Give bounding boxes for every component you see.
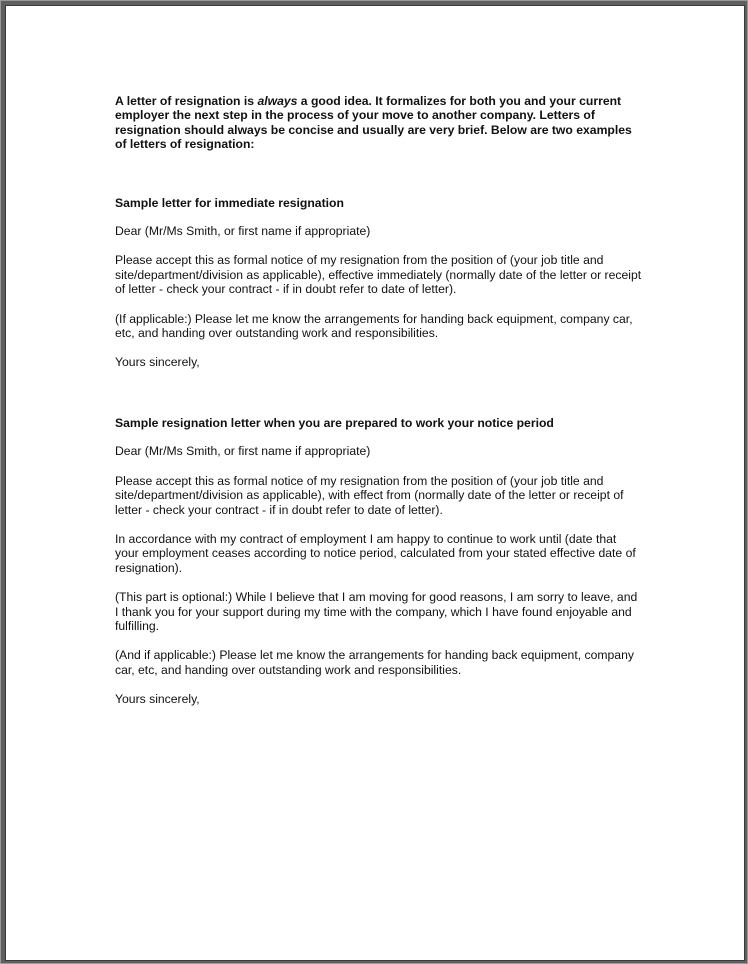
intro-text-before: A letter of resignation is (115, 94, 258, 108)
letter-paragraph: Please accept this as formal notice of my resignation from the position of (your job title and site/department/division as applicable), with effect from (normally date of the letter or receipt of letter - check your contract - if in doubt refer to date of letter). (115, 473, 624, 517)
letter-immediate-resignation (115, 196, 643, 370)
letter-paragraph: (This part is optional:) While I believe that I am moving for good reasons, I am sorry to leave, and I thank you for your support during my time with the company, which I have found enjoyable and fulfilling. (115, 590, 638, 633)
letter-heading: Sample letter for immediate resignation (115, 195, 344, 210)
intro-emphasis: always (257, 94, 298, 108)
intro-text-after: a good idea. It formalizes for both you and your current employer the next step in the process of your move to another company. Letters of resignation should always be concise and usually are very brief. Below are two examples of letters of resignation: (115, 94, 632, 152)
letter-paragraph: Please accept this as formal notice of my resignation from the position of (your job title and site/department/division as applicable), effective immediately (normally date of the letter or receipt of letter - check your contract - if in doubt refer to date of letter). (115, 253, 642, 297)
letter-paragraph: In accordance with my contract of employment I am happy to continue to work until (date that your employment ceases according to notice period, calculated from your stated effective date of resignation). (115, 531, 636, 575)
intro-paragraph (115, 94, 643, 152)
letter-paragraph: (If applicable:) Please let me know the arrangements for handing back equipment, company car, etc, and handing over outstanding work and responsibilities. (115, 311, 633, 341)
letter-paragraph: (And if applicable:) Please let me know the arrangements for handing back equipment, company car, etc, and handing over outstanding work and responsibilities. (115, 648, 634, 677)
letter-closing: Yours sincerely, (115, 355, 200, 370)
document-page (5, 5, 745, 961)
letter-closing: Yours sincerely, (115, 692, 200, 707)
letter-notice-period-resignation (115, 416, 643, 707)
letter-greeting: Dear (Mr/Ms Smith, or first name if appropriate) (115, 444, 371, 459)
letter-greeting: Dear (Mr/Ms Smith, or first name if appropriate) (115, 224, 371, 239)
document-content (115, 94, 643, 707)
letter-heading: Sample resignation letter when you are prepared to work your notice period (115, 415, 554, 430)
